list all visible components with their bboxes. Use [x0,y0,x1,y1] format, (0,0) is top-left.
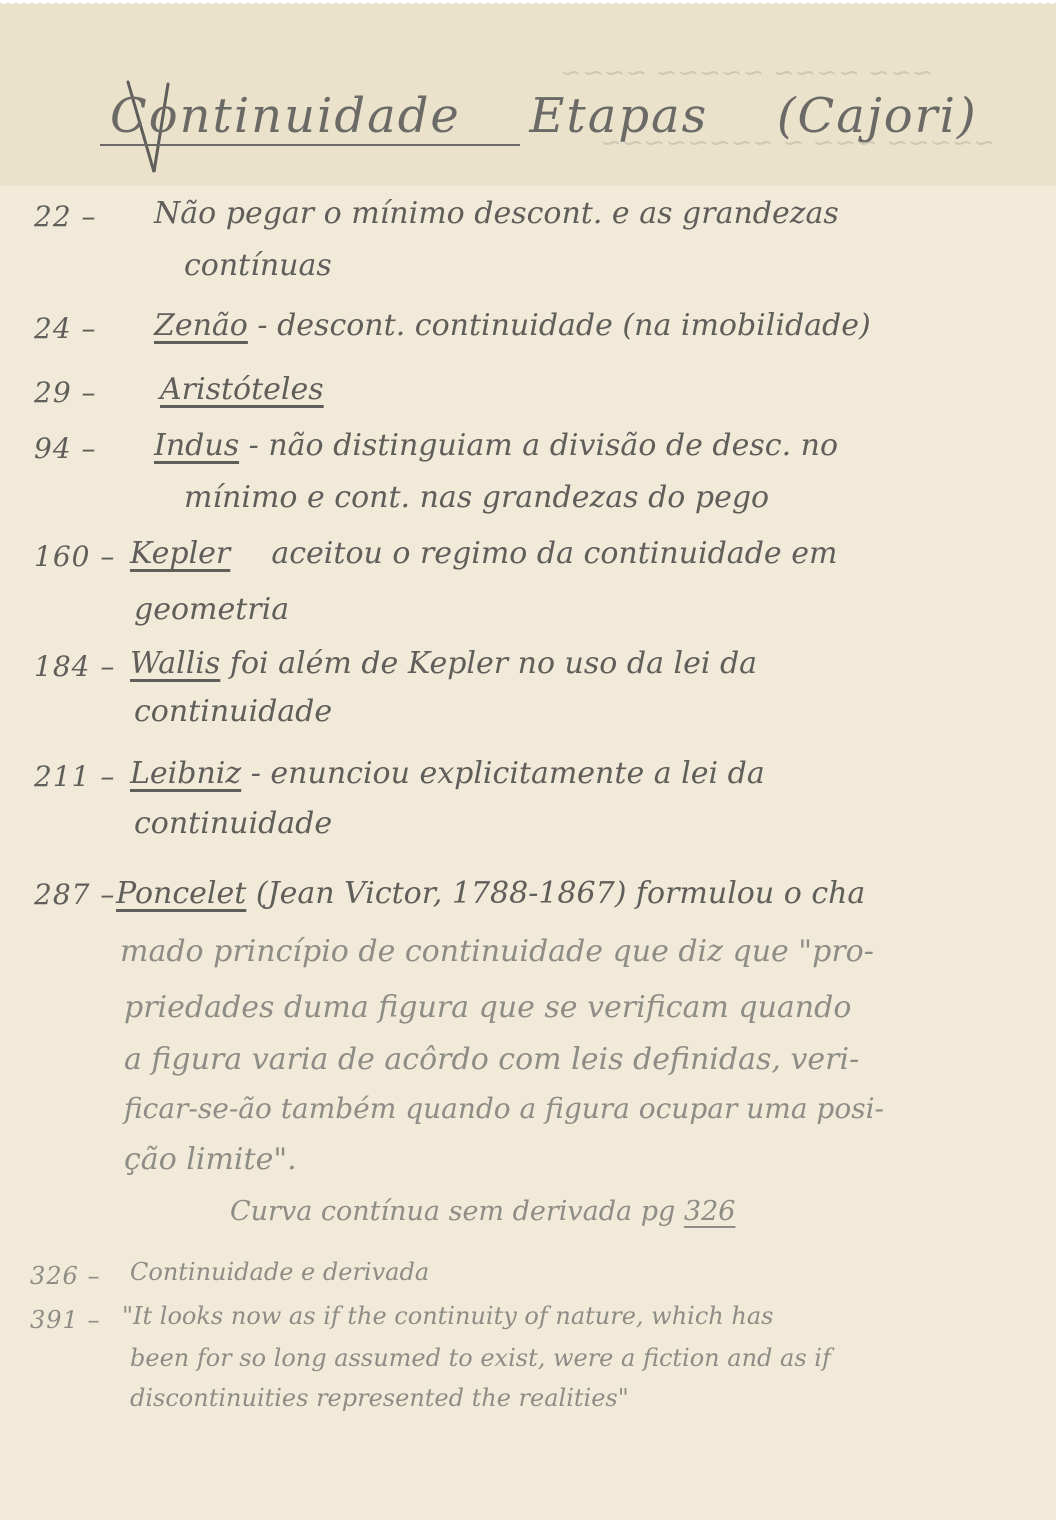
entry-name: Wallis [130,646,221,681]
title-subtitle: Etapas [529,88,709,144]
entry-text-continued: geometria [134,592,290,627]
entry-name: Poncelet [116,876,247,911]
entry-text: Não pegar o mínimo descont. e as grandezas [154,196,839,231]
entry-text: - descont. continuidade (na imobilidade) [257,308,871,343]
entry-name: Kepler [130,536,231,571]
entry-text: aceitou o regimo da continuidade em [271,536,838,571]
page-number: 24 – [34,312,97,345]
entry-name: Indus [154,428,240,463]
entry-name: Zenão [154,308,248,343]
entry-text-continued: continuidade [134,806,333,841]
entry-text-continued: been for so long assumed to exist, were a fiction and as if [130,1344,831,1372]
margin-note [230,1196,735,1227]
page-number: 184 – [34,650,116,683]
page-number: 211 – [34,760,116,793]
page-number: 22 – [34,200,97,233]
note-text: Curva contínua sem derivada pg [230,1196,676,1227]
bleed-through-mark: ~~~~~ ~~~ ~ ~~~~~~~~ [600,128,996,158]
page-number: 94 – [34,432,97,465]
entry-text: Continuidade e derivada [130,1258,430,1286]
entry-text-continued: discontinuities represented the realities" [130,1384,629,1412]
entry-text-continued: priedades duma figura que se verificam quando [124,990,852,1025]
entry-text-continued: a figura varia de acôrdo com leis definidas, veri- [124,1042,860,1077]
page-number: 160 – [34,540,116,573]
page-title [110,88,978,144]
bleed-through-mark: ~~~ ~~~~ ~~~~~ ~~~~ [560,58,934,88]
page-number: 29 – [34,376,97,409]
entry-text: "It looks now as if the continuity of nature, which has [122,1302,774,1330]
entry-text: foi além de Kepler no uso da lei da [229,646,758,681]
entry-text: - enunciou explicitamente a lei da [250,756,765,791]
title-heading: Continuidade [110,88,461,144]
entry-text-continued: mínimo e cont. nas grandezas do pego [184,480,770,515]
entry-name: Leibniz [130,756,242,791]
entry-text-continued: continuidade [134,694,333,729]
entry-text-continued: mado princípio de continuidade que diz que "pro- [120,934,874,969]
page-number: 326 – [30,1262,101,1290]
entry-text-continued: contínuas [184,248,332,283]
deckle-edge [0,0,1056,8]
note-page-ref: 326 [683,1196,736,1227]
entry-text-continued: ção limite". [124,1142,297,1177]
entry-text: (Jean Victor, 1788-1867) formulou o cha [255,876,866,911]
entry-text: - não distinguiam a divisão de desc. no [248,428,839,463]
page-number: 287 – [34,878,116,911]
title-row [80,78,1030,158]
entry-name: Aristóteles [160,372,324,407]
title-author: (Cajori) [776,88,978,144]
entry-text-continued: ficar-se-ão também quando a figura ocupar uma posi- [124,1092,884,1125]
title-underline [100,144,520,146]
page-number: 391 – [30,1306,101,1334]
